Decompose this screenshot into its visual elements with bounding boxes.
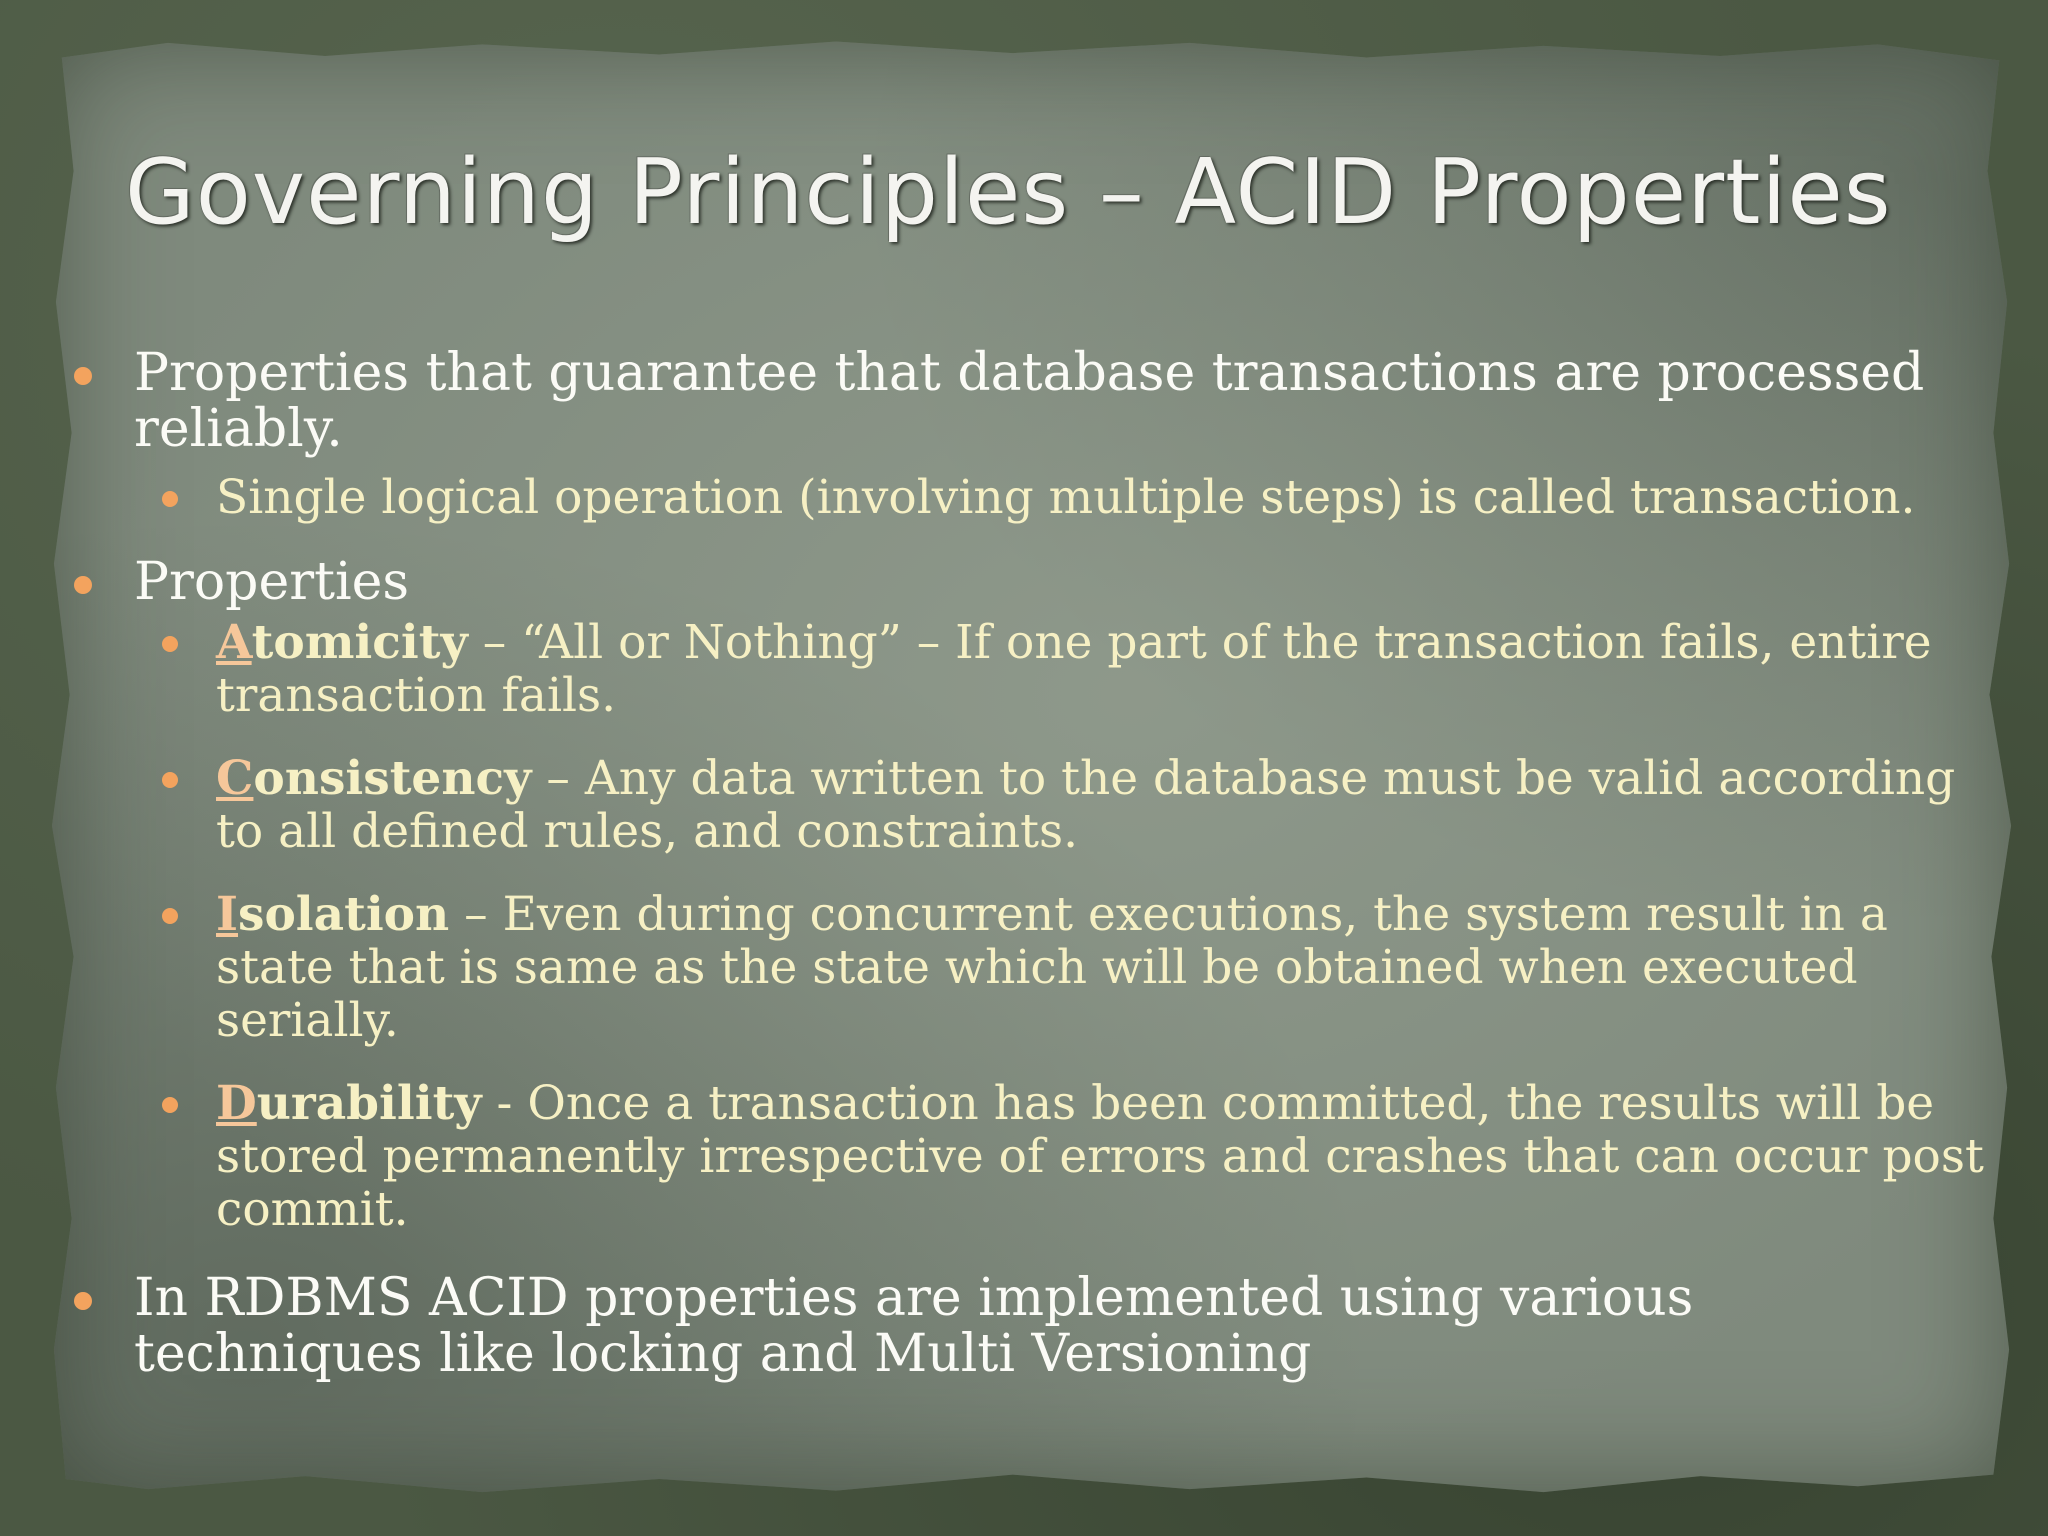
term-description: – “All or Nothing” – If one part of the transaction fails, entire transaction fails. [216, 615, 1932, 723]
term-description: - Once a transaction has been committed, the results will be stored permanently irrespective of errors and crashes that can occur post commit. [216, 1076, 1984, 1237]
sub-bullet-text: Single logical operation (involving multiple steps) is called transaction. [216, 470, 1916, 525]
term-name: urability [256, 1076, 482, 1131]
slide-content [70, 345, 1990, 1382]
term-name: tomicity [251, 615, 468, 670]
sub-bullet-isolation [70, 888, 1990, 1047]
sub-bullet-dot-icon [162, 1097, 178, 1113]
bullet-dot-icon [74, 576, 92, 594]
sub-bullet-transaction [70, 471, 1990, 524]
sub-bullet-dot-icon [162, 491, 178, 507]
term-description: – Any data written to the database must be valid according to all defined rules, and constraints. [216, 751, 1956, 859]
term-initial-letter: A [216, 615, 252, 670]
term-initial-letter: C [216, 751, 254, 806]
slide-title: Governing Principles – ACID Properties [125, 140, 1892, 245]
bullet-dot-icon [74, 367, 92, 385]
sub-bullet-dot-icon [162, 908, 178, 924]
sub-bullet-consistency [70, 752, 1990, 858]
bullet-text: Properties that guarantee that database transactions are processed reliably. [134, 343, 1925, 459]
bullet-text: Properties [134, 552, 410, 612]
term-description: – Even during concurrent executions, the system result in a state that is same as the state which will be obtained when executed serially. [216, 887, 1888, 1048]
term-name: solation [238, 887, 450, 942]
sub-bullet-dot-icon [162, 772, 178, 788]
sub-bullet-dot-icon [162, 636, 178, 652]
sub-bullet-durability [70, 1077, 1990, 1236]
term-name: onsistency [253, 751, 532, 806]
term-initial-letter: D [216, 1076, 257, 1131]
term-initial-letter: I [216, 887, 238, 942]
bullet-properties [70, 554, 1990, 610]
bullet-reliability [70, 345, 1990, 457]
bullet-rdbms-implementation [70, 1270, 1990, 1382]
sub-bullet-atomicity [70, 616, 1990, 722]
bullet-text: In RDBMS ACID properties are implemented using various techniques like locking and Multi Versioning [134, 1268, 1694, 1384]
bullet-dot-icon [74, 1292, 92, 1310]
